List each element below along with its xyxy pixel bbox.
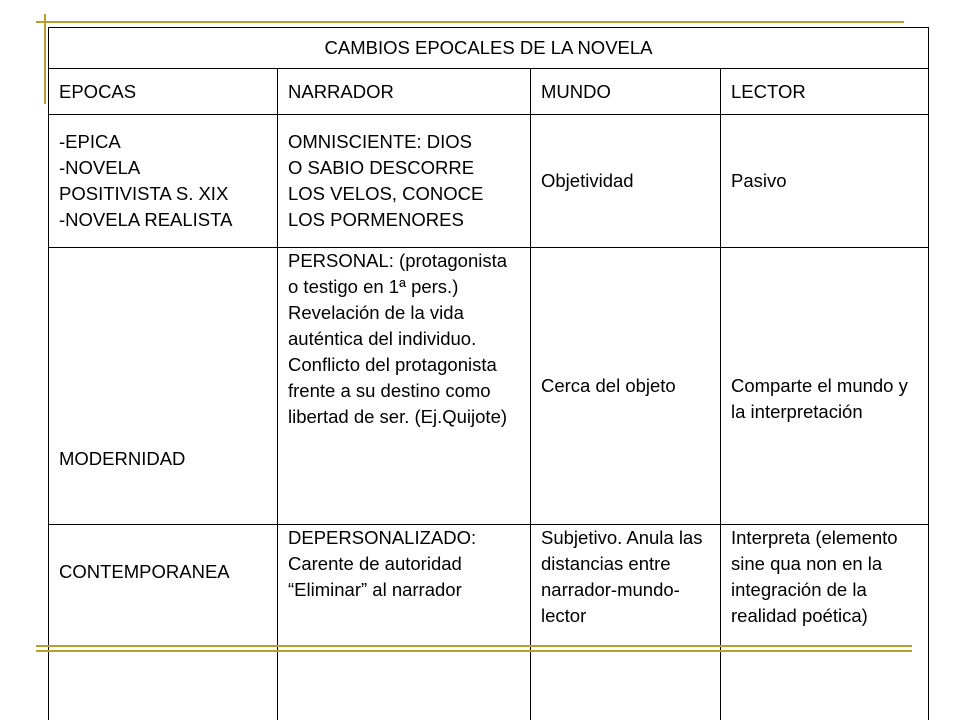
lector-cell: Pasivo — [721, 115, 929, 248]
bottom-decorative-rule — [36, 650, 912, 652]
lector-text: Comparte el mundo y la interpretación — [731, 375, 908, 422]
epoca-line: POSITIVISTA S. XIX — [59, 183, 229, 204]
narrador-line: LOS VELOS, CONOCE — [288, 183, 484, 204]
lector-cell — [721, 248, 929, 525]
lector-text: Interpreta (elemento sine qua non en la integración de la realidad poética) — [731, 527, 898, 626]
column-header-lector: LECTOR — [721, 69, 929, 115]
table-header-row — [49, 69, 929, 115]
narrador-cell — [278, 115, 531, 248]
epoca-text: CONTEMPORANEA — [59, 561, 230, 582]
epochs-table — [48, 27, 929, 720]
epoca-line: -NOVELA — [59, 157, 141, 178]
table-title: CAMBIOS EPOCALES DE LA NOVELA — [49, 28, 929, 69]
table-row — [49, 115, 929, 248]
epoca-cell — [49, 525, 278, 720]
table-row — [49, 525, 929, 720]
mundo-text: Subjetivo. Anula las distancias entre narrador-mundo-lector — [541, 527, 703, 626]
column-header-narrador: NARRADOR — [278, 69, 531, 115]
narrador-text: PERSONAL: (protagonista o testigo en 1ª pers.) Revelación de la vida auténtica del individuo. Conflicto del protagonista frente a su destino como libertad de ser. (Ej.Quijote) — [288, 250, 508, 427]
mundo-cell — [531, 525, 721, 720]
narrador-line: OMNISCIENTE: DIOS — [288, 131, 472, 152]
narrador-cell — [278, 525, 531, 720]
mundo-cell: Cerca del objeto — [531, 248, 721, 525]
lector-cell — [721, 525, 929, 720]
narrador-cell — [278, 248, 531, 525]
narrador-line: LOS PORMENORES — [288, 209, 464, 230]
narrador-text: DEPERSONALIZADO: Carente de autoridad “Eliminar” al narrador — [288, 527, 477, 600]
table-title-row — [49, 28, 929, 69]
left-decorative-rule — [44, 14, 46, 104]
bottom-decorative-rule — [36, 645, 912, 647]
epoca-line: -EPICA — [59, 131, 121, 152]
top-decorative-rule — [36, 21, 904, 23]
epoca-cell — [49, 115, 278, 248]
table-row — [49, 248, 929, 525]
mundo-cell: Objetividad — [531, 115, 721, 248]
column-header-epocas: EPOCAS — [49, 69, 278, 115]
narrador-line: O SABIO DESCORRE — [288, 157, 475, 178]
column-header-mundo: MUNDO — [531, 69, 721, 115]
epoca-cell: MODERNIDAD — [49, 248, 278, 525]
epoca-line: -NOVELA REALISTA — [59, 209, 233, 230]
